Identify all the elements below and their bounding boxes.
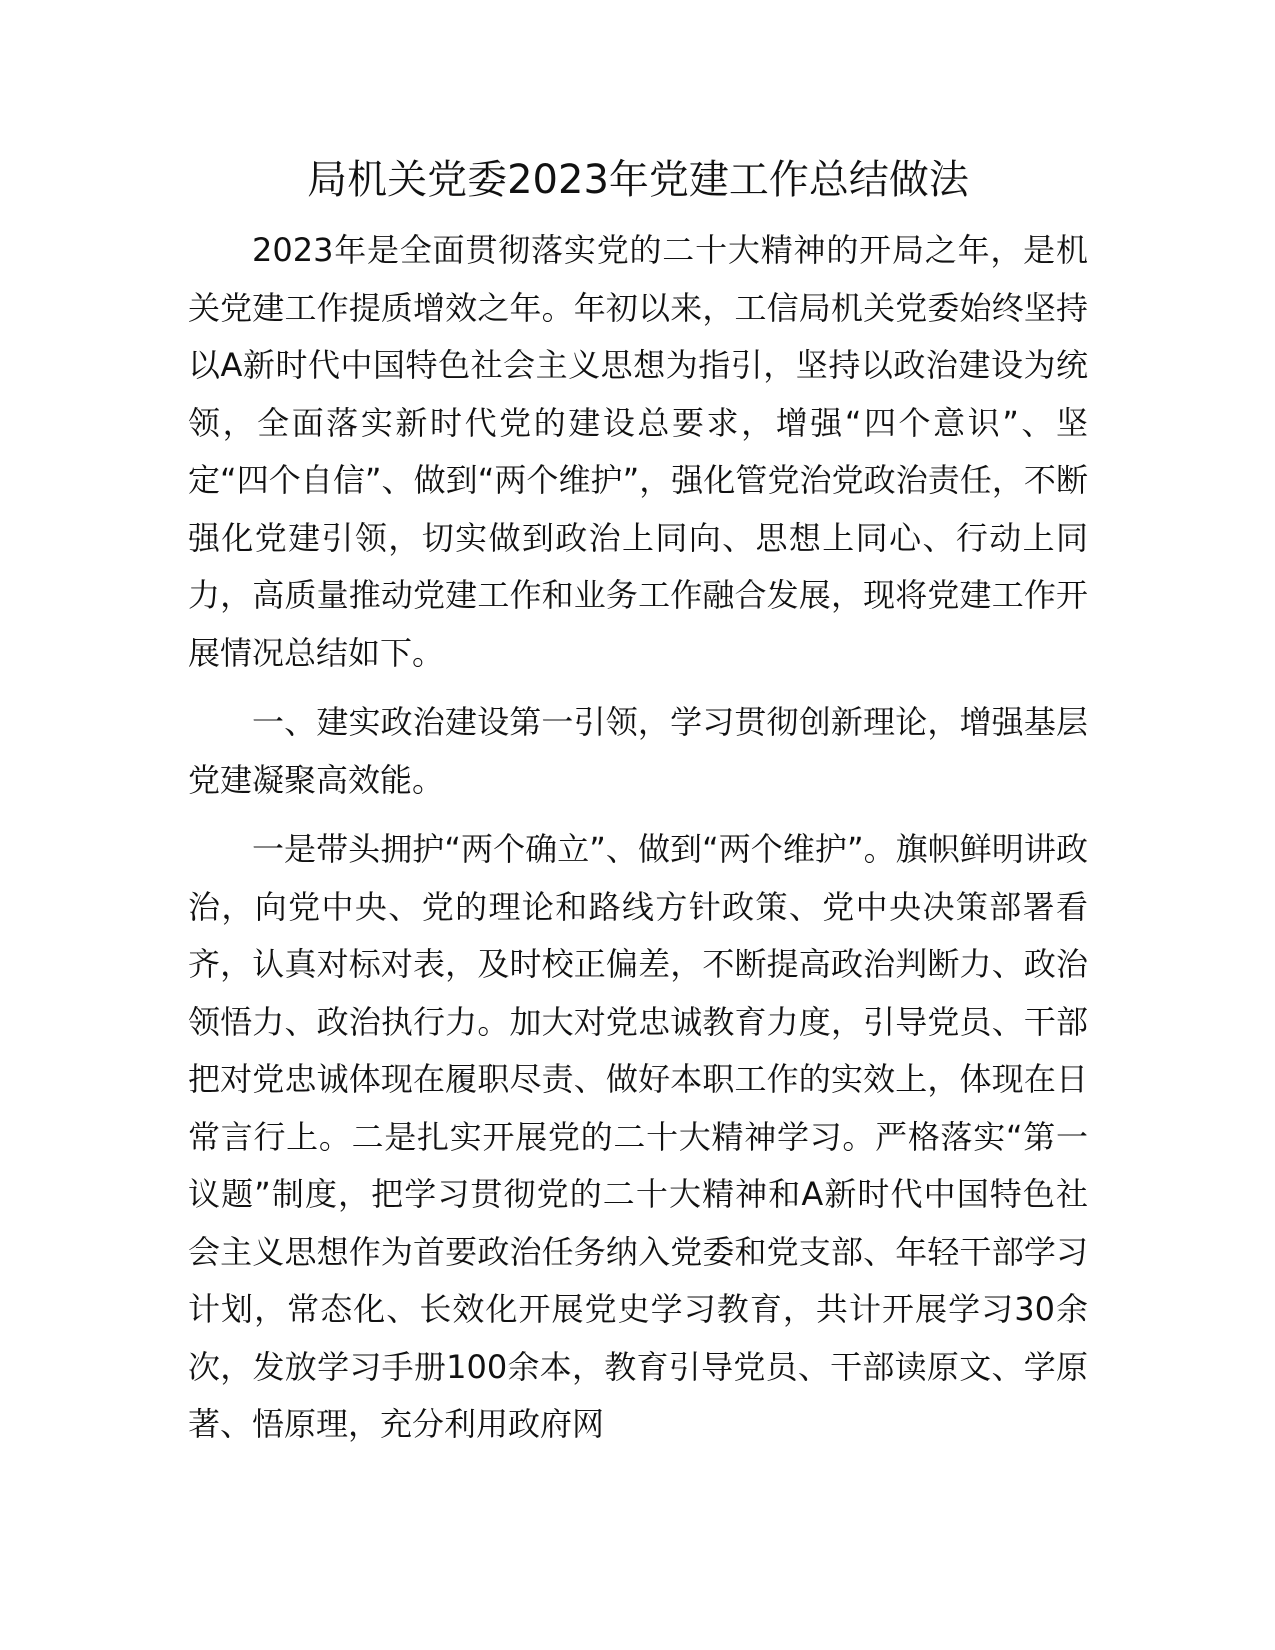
document-content — [188, 150, 1088, 1466]
section-heading: 一、建实政治建设第一引领，学习贯彻创新理论，增强基层党建凝聚高效能。 — [188, 703, 1088, 799]
document-title: 局机关党委2023年党建工作总结做法 — [307, 157, 969, 203]
body-paragraph: 一是带头拥护“两个确立”、做到“两个维护”。旗帜鲜明讲政治，向党中央、党的理论和路线方针政策、党中央决策部署看齐，认真对标对表，及时校正偏差，不断提高政治判断力、政治领悟力、政治执行力。加大对党忠诚教育力度，引导党员、干部把对党忠诚体现在履职尽责、做好本职工作的实效上，体现在日常言行上。二是扎实开展党的二十大精神学习。严格落实“第一议题”制度，把学习贯彻党的二十大精神和A新时代中国特色社会主义思想作为首要政治任务纳入党委和党支部、年轻干部学习计划，常态化、长效化开展党史学习教育，共计开展学习30余次，发放学习手册100余本，教育引导党员、干部读原文、学原著、悟原理，充分利用政府网 — [188, 830, 1088, 1443]
intro-paragraph: 2023年是全面贯彻落实党的二十大精神的开局之年，是机关党建工作提质增效之年。年初以来，工信局机关党委始终坚持以A新时代中国特色社会主义思想为指引，坚持以政治建设为统领，全面落实新时代党的建设总要求，增强“四个意识”、坚定“四个自信”、做到“两个维护”，强化管党治党政治责任，不断强化党建引领，切实做到政治上同向、思想上同心、行动上同力，高质量推动党建工作和业务工作融合发展，现将党建工作开展情况总结如下。 — [188, 231, 1088, 672]
